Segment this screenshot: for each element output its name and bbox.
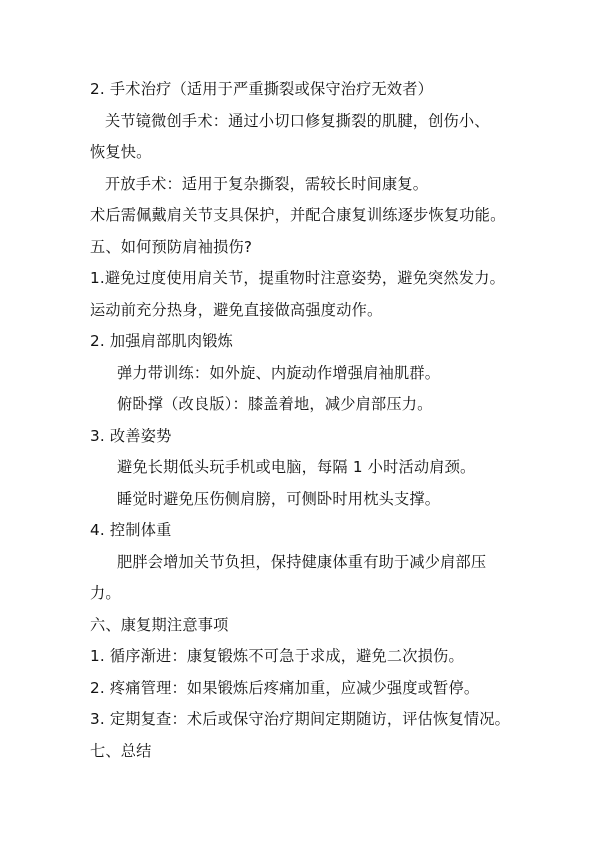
paragraph-warm-up: 运动前充分热身，避免直接做高强度动作。 [90, 301, 383, 319]
list-item-pain-management: 2. 疼痛管理：如果锻炼后疼痛加重，应减少强度或暂停。 [90, 679, 480, 697]
paragraph-obesity-burden: 肥胖会增加关节负担，保持健康体重有助于减少肩部压 [117, 553, 487, 571]
list-item-gradual-progress: 1. 循序渐进：康复锻炼不可急于求成，避免二次损伤。 [90, 647, 464, 665]
list-item-regular-checkup: 3. 定期复查：术后或保守治疗期间定期随访，评估恢复情况。 [90, 710, 510, 728]
paragraph-open-surgery: 开放手术：适用于复杂撕裂，需较长时间康复。 [105, 175, 429, 193]
section-heading-surgical-treatment: 2. 手术治疗（适用于严重撕裂或保守治疗无效者） [90, 80, 434, 98]
subheading-improve-posture: 3. 改善姿势 [90, 427, 172, 445]
subheading-strengthen-muscles: 2. 加强肩部肌肉锻炼 [90, 332, 234, 350]
section-heading-summary: 七、总结 [90, 742, 152, 760]
section-heading-rehab-notes: 六、康复期注意事项 [90, 616, 229, 634]
paragraph-obesity-burden-cont: 力。 [90, 584, 121, 602]
paragraph-modified-pushup: 俯卧撑（改良版）：膝盖着地，减少肩部压力。 [117, 395, 433, 413]
paragraph-resistance-band: 弹力带训练：如外旋、内旋动作增强肩袖肌群。 [117, 364, 441, 382]
paragraph-avoid-looking-down: 避免长期低头玩手机或电脑，每隔 1 小时活动肩颈。 [117, 458, 476, 476]
section-heading-prevention: 五、如何预防肩袖损伤? [90, 238, 253, 256]
paragraph-post-op-care: 术后需佩戴肩关节支具保护，并配合康复训练逐步恢复功能。 [90, 206, 506, 224]
paragraph-arthroscopic-surgery: 关节镜微创手术：通过小切口修复撕裂的肌腱，创伤小、 [105, 112, 490, 130]
paragraph-sleep-position: 睡觉时避免压伤侧肩膀，可侧卧时用枕头支撑。 [117, 490, 441, 508]
subheading-weight-control: 4. 控制体重 [90, 521, 172, 539]
paragraph-arthroscopic-surgery-cont: 恢复快。 [90, 143, 152, 161]
paragraph-avoid-overuse: 1.避免过度使用肩关节，提重物时注意姿势，避免突然发力。 [90, 269, 505, 287]
